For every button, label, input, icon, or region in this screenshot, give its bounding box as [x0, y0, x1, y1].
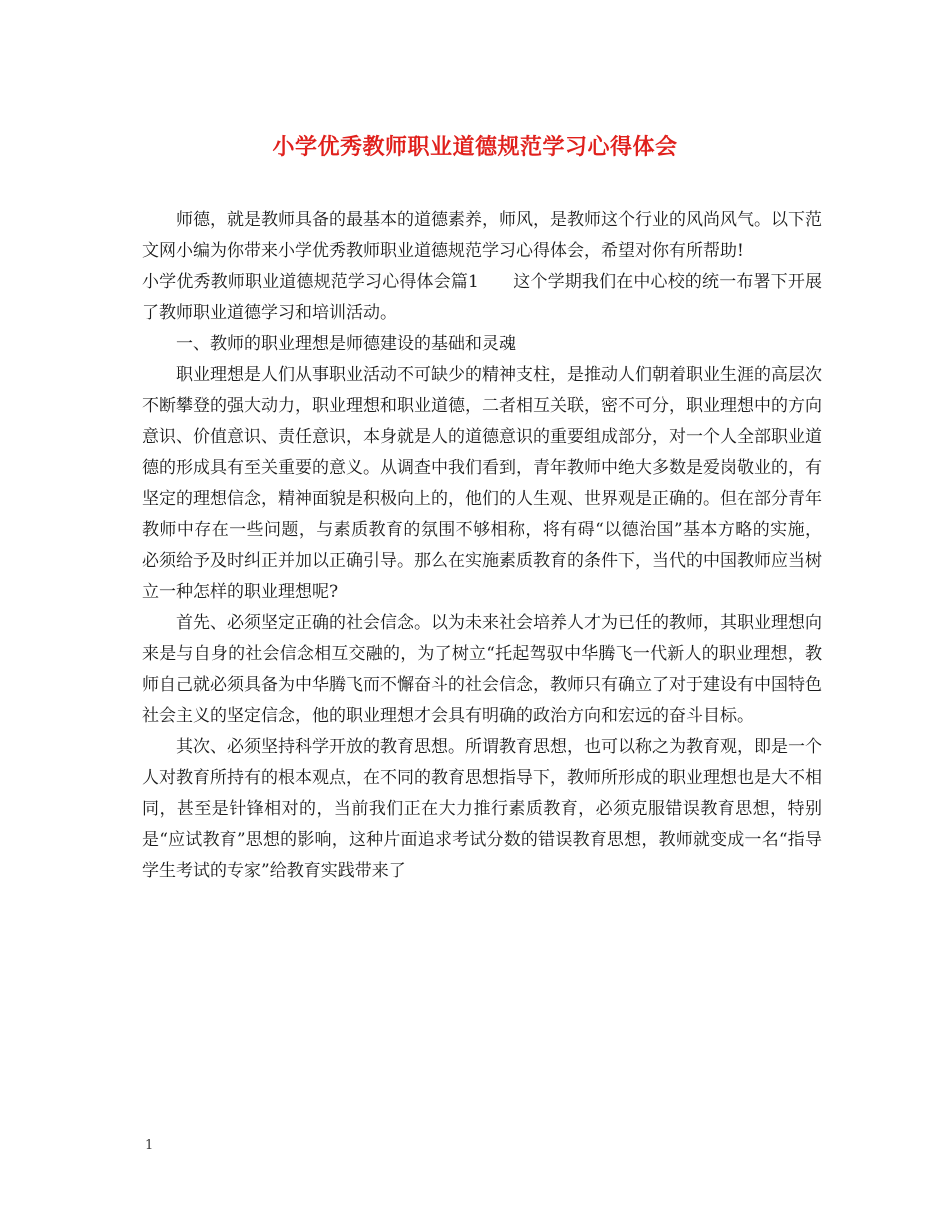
paragraph-section-heading: 小学优秀教师职业道德规范学习心得体会篇1 这个学期我们在中心校的统一布署下开展了教师职业道德学习和培训活动。	[142, 272, 822, 323]
paragraph-first-point: 首先、必须坚定正确的社会信念。以为未来社会培养人才为已任的教师，其职业理想向来是与自身的社会信念相互交融的，为了树立“托起驾驭中华腾飞一代新人的职业理想，教师自己就必须具备为中华腾飞而不懈奋斗的社会信念，教师只有确立了对于建设有中国特色社会主义的坚定信念，他的职业理想才会具有明确的政治方向和宏远的奋斗目标。	[142, 613, 822, 726]
page-number: 1	[145, 1138, 154, 1153]
paragraph-intro: 师德，就是教师具备的最基本的道德素养，师风，是教师这个行业的风尚风气。以下范文网小编为你带来小学优秀教师职业道德规范学习心得体会，希望对你有所帮助!	[142, 210, 822, 261]
document-body	[142, 205, 822, 887]
paragraph-career-ideal: 职业理想是人们从事职业活动不可缺少的精神支柱，是推动人们朝着职业生涯的高层次不断攀登的强大动力，职业理想和职业道德，二者相互关联，密不可分，职业理想中的方向意识、价值意识、责任意识，本身就是人的道德意识的重要组成部分，对一个人全部职业道德的形成具有至关重要的意义。从调查中我们看到，青年教师中绝大多数是爱岗敬业的，有坚定的理想信念，精神面貌是积极向上的，他们的人生观、世界观是正确的。但在部分青年教师中存在一些问题，与素质教育的氛围不够相称，将有碍“以德治国”基本方略的实施，必须给予及时纠正并加以正确引导。那么在实施素质教育的条件下，当代的中国教师应当树立一种怎样的职业理想呢?	[142, 365, 822, 602]
paragraph-subheading: 一、教师的职业理想是师德建设的基础和灵魂	[176, 334, 516, 354]
paragraph-second-point: 其次、必须坚持科学开放的教育思想。所谓教育思想，也可以称之为教育观，即是一个人对教育所持有的根本观点，在不同的教育思想指导下，教师所形成的职业理想也是大不相同，甚至是针锋相对的，当前我们正在大力推行素质教育，必须克服错误教育思想，特别是“应试教育”思想的影响，这种片面追求考试分数的错误教育思想，教师就变成一名“指导学生考试的专家”给教育实践带来了	[142, 737, 822, 881]
document-title: 小学优秀教师职业道德规范学习心得体会	[272, 134, 678, 160]
